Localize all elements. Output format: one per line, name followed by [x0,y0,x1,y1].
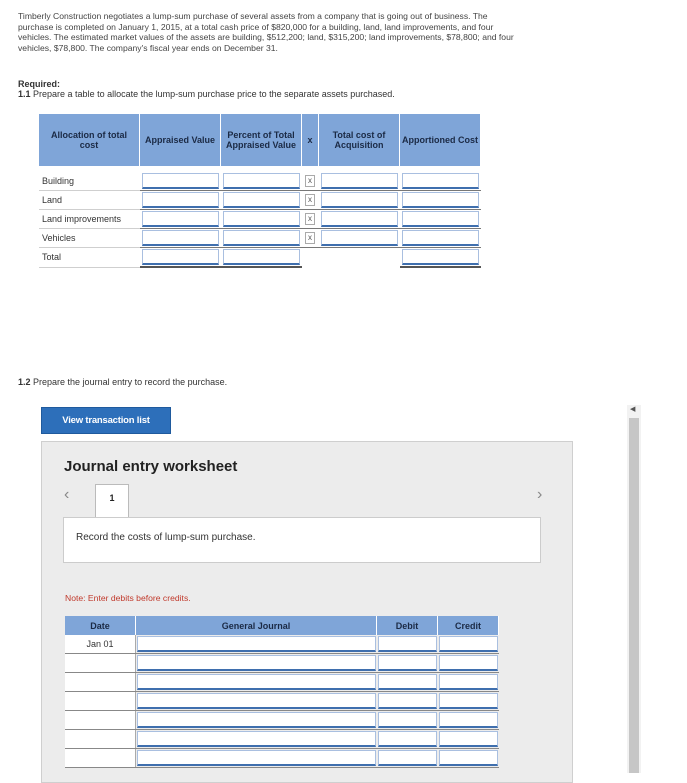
row-label: Vehicles [39,229,140,248]
table-row-total [39,248,481,268]
total-cost-input[interactable] [321,173,398,189]
apportioned-input[interactable] [402,211,479,227]
appraised-input[interactable] [142,230,219,246]
percent-input[interactable] [223,211,300,227]
requirement-1-2 [18,377,227,387]
chevron-right-icon[interactable]: › [537,486,543,503]
problem-description: Timberly Construction negotiates a lump-sum purchase of several assets from a company that is going out of business. The purchase is completed on January 1, 2015, at a total cash price of $820,000 for a building, land, land improvements, and four vehicles. The estimated market values of the assets are building, $512,200; land, $315,200; land improvements, $78,800; and four vehicles, $78,800. The company's fiscal year ends on December 31. [18,11,514,53]
journal-entry-worksheet [41,441,573,783]
total-cost-input[interactable] [321,211,398,227]
row-label: Building [39,172,140,191]
debit-input[interactable] [378,693,437,709]
instruction-text: Record the costs of lump-sum purchase. [76,532,256,543]
scrollbar-thumb[interactable] [629,418,639,773]
row-label: Land [39,191,140,210]
date-cell [65,692,136,711]
appraised-input[interactable] [142,211,219,227]
credit-input[interactable] [439,693,498,709]
debit-input[interactable] [378,731,437,747]
journal-table [65,616,499,768]
date-cell [65,730,136,749]
date-cell [65,749,136,768]
total-cost-input[interactable] [321,230,398,246]
credit-input[interactable] [439,674,498,690]
debit-input[interactable] [378,712,437,728]
date-cell [65,711,136,730]
row-label: Land improvements [39,210,140,229]
header-multiply: x [302,114,319,166]
debit-input[interactable] [378,655,437,671]
requirement-1-1-text: Prepare a table to allocate the lump-sum purchase price to the separate assets purchased. [33,89,395,99]
requirement-1-1 [18,89,395,99]
journal-row [65,730,499,749]
debit-input[interactable] [378,674,437,690]
table-row [39,172,481,191]
apportioned-input[interactable] [402,192,479,208]
header-allocation: Allocation of total cost [39,114,140,166]
apportioned-total-input[interactable] [402,249,479,265]
requirement-1-2-number: 1.2 [18,377,31,387]
apportioned-input[interactable] [402,230,479,246]
credit-input[interactable] [439,712,498,728]
requirement-1-2-text: Prepare the journal entry to record the purchase. [33,377,228,387]
journal-row [65,749,499,768]
journal-row [65,711,499,730]
account-input[interactable] [137,750,376,766]
appraised-total-input[interactable] [142,249,219,265]
journal-row [65,654,499,673]
appraised-input[interactable] [142,173,219,189]
header-percent: Percent of Total Appraised Value [221,114,302,166]
entry-tab-1[interactable]: 1 [95,484,129,517]
view-transaction-list-button[interactable]: View transaction list [41,407,171,434]
credit-input[interactable] [439,655,498,671]
journal-row [65,673,499,692]
appraised-input[interactable] [142,192,219,208]
account-input[interactable] [137,636,376,652]
row-label: Total [39,248,140,268]
debit-input[interactable] [378,750,437,766]
header-credit: Credit [438,616,499,635]
worksheet-title: Journal entry worksheet [64,458,238,475]
instruction-box [63,517,541,563]
percent-input[interactable] [223,192,300,208]
account-input[interactable] [137,655,376,671]
account-input[interactable] [137,731,376,747]
header-general-journal: General Journal [136,616,377,635]
credit-input[interactable] [439,636,498,652]
percent-total-input[interactable] [223,249,300,265]
total-cost-input[interactable] [321,192,398,208]
debit-credit-note: Note: Enter debits before credits. [65,593,191,603]
date-cell [65,654,136,673]
chevron-left-icon[interactable]: ‹ [64,486,70,503]
header-appraised-value: Appraised Value [140,114,221,166]
credit-input[interactable] [439,750,498,766]
multiply-sign: x [305,232,315,244]
multiply-sign: x [305,213,315,225]
vertical-scrollbar[interactable] [627,405,641,773]
credit-input[interactable] [439,731,498,747]
allocation-table [39,114,481,268]
scroll-up-arrow-icon[interactable]: ◀ [630,406,636,413]
header-date: Date [65,616,136,635]
percent-input[interactable] [223,173,300,189]
requirement-1-1-number: 1.1 [18,89,31,99]
table-row [39,229,481,248]
journal-row [65,692,499,711]
header-total-cost: Total cost of Acquisition [319,114,400,166]
account-input[interactable] [137,712,376,728]
table-row [39,191,481,210]
header-debit: Debit [377,616,438,635]
journal-row [65,635,499,654]
account-input[interactable] [137,693,376,709]
date-cell [65,673,136,692]
apportioned-input[interactable] [402,173,479,189]
account-input[interactable] [137,674,376,690]
header-apportioned-cost: Apportioned Cost [400,114,481,166]
date-cell: Jan 01 [65,635,136,654]
debit-input[interactable] [378,636,437,652]
percent-input[interactable] [223,230,300,246]
required-heading: Required: [18,79,61,89]
multiply-sign: x [305,175,315,187]
multiply-sign: x [305,194,315,206]
table-row [39,210,481,229]
